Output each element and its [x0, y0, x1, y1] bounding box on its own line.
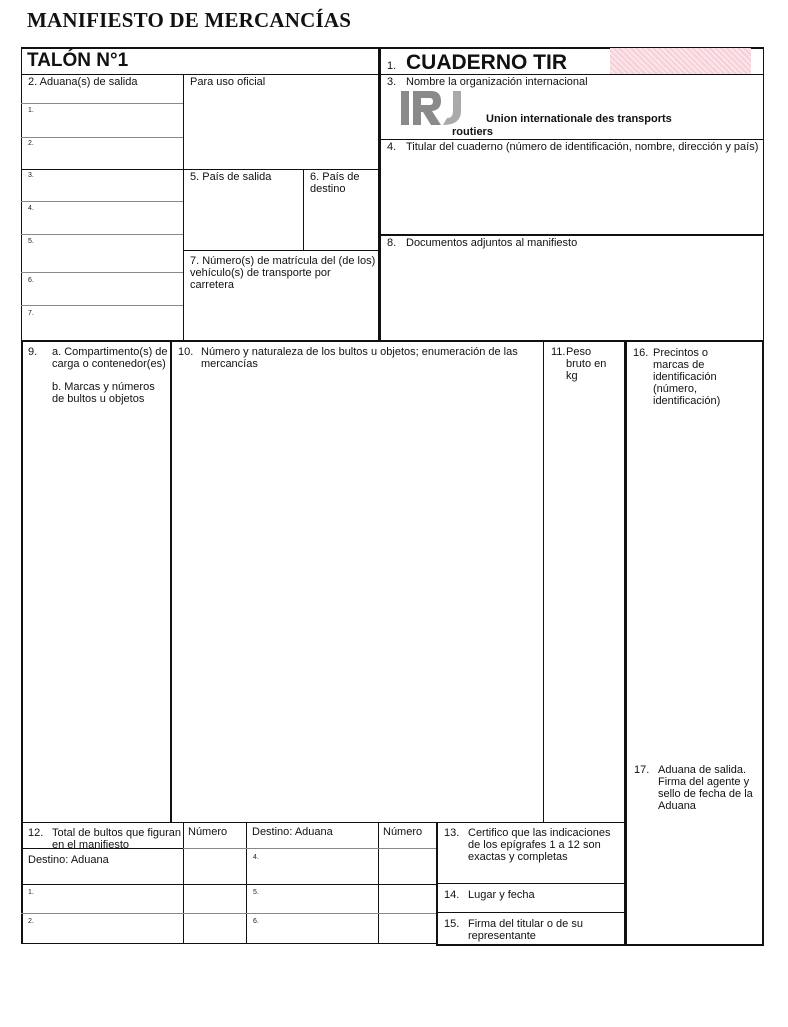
box15-label: Firma del titular o de su representante: [468, 918, 583, 942]
box2-row-7[interactable]: 7.: [28, 310, 34, 317]
box14-number: 14.: [444, 889, 460, 901]
cuaderno-tir-label: CUADERNO TIR: [406, 51, 567, 74]
box9-label-a: a. Compartimento(s) de carga o contenedor(es): [52, 346, 168, 370]
box3-number: 3.: [387, 76, 397, 88]
box17-number: 17.: [634, 764, 650, 776]
box2-row-2[interactable]: 2.: [28, 140, 34, 147]
box8-label: Documentos adjuntos al manifiesto: [406, 237, 578, 249]
box13-number: 13.: [444, 827, 460, 839]
box15-number: 15.: [444, 918, 460, 930]
box2-row-5[interactable]: 5.: [28, 238, 34, 245]
box7-label: 7. Número(s) de matrícula del (de los) vehículo(s) de transporte por carretera: [190, 255, 376, 291]
security-pattern: [610, 48, 751, 74]
box9-number: 9.: [28, 346, 38, 358]
col-destino-right: Destino: Aduana: [252, 826, 333, 838]
col-numero-1: Número: [188, 826, 228, 838]
iru-logo-icon: [401, 91, 463, 125]
box12-right-row-5[interactable]: 5.: [253, 889, 259, 896]
box16-label: Precintos o marcas de identificación (número, identificación): [653, 347, 721, 407]
box9-label-b: b. Marcas y números de bultos u objetos: [52, 381, 155, 405]
box12-label: Total de bultos que figuran en el manifiesto: [52, 827, 182, 851]
box2-row-6[interactable]: 6.: [28, 277, 34, 284]
box8-number: 8.: [387, 237, 397, 249]
talon-label: TALÓN N°1: [27, 50, 129, 71]
box13-label: Certifico que las indicaciones de los epígrafes 1 a 12 son exactas y completas: [468, 827, 611, 863]
box16-number: 16.: [633, 347, 649, 359]
box5-label: 5. País de salida: [190, 171, 272, 183]
col-aduana-right: Aduana: [294, 826, 333, 838]
box12-left-row-1[interactable]: 1.: [28, 889, 34, 896]
box17-label: Aduana de salida. Firma del agente y sello de fecha de la Aduana: [658, 764, 753, 812]
box2-row-1[interactable]: 1.: [28, 107, 34, 114]
box12-left-row-2[interactable]: 2.: [28, 918, 34, 925]
page-title: MANIFIESTO DE MERCANCÍAS: [27, 8, 352, 32]
box6-label: 6. País de destino: [310, 171, 360, 195]
box4-label: Titular del cuaderno (número de identificación, nombre, dirección y país): [406, 141, 759, 153]
box2-row-3[interactable]: 3.: [28, 172, 34, 179]
box10-number: 10.: [178, 346, 194, 358]
box10-label: Número y naturaleza de los bultos u objetos; enumeración de las mercancías: [201, 346, 518, 370]
box3-label: Nombre la organización internacional: [406, 76, 588, 88]
box12-number: 12.: [28, 827, 44, 839]
col-aduana-left: Aduana: [70, 854, 109, 866]
official-use-label: Para uso oficial: [190, 76, 266, 88]
box2-label: 2. Aduana(s) de salida: [28, 76, 138, 88]
org-name-line1: Union internationale des transports: [486, 113, 672, 125]
col-destino-left: Destino: Aduana: [28, 854, 109, 866]
box11-label: Peso bruto en kg: [566, 346, 607, 382]
box2-row-4[interactable]: 4.: [28, 205, 34, 212]
box11-number: 11.: [551, 346, 566, 358]
box14-label: Lugar y fecha: [468, 889, 535, 901]
col-numero-2: Número: [383, 826, 423, 838]
box12-right-row-6[interactable]: 6.: [253, 918, 259, 925]
box4-number: 4.: [387, 141, 397, 153]
box12-right-row-4[interactable]: 4.: [253, 854, 259, 861]
org-name-line2: routiers: [452, 126, 493, 138]
box1-number: 1.: [387, 60, 397, 72]
